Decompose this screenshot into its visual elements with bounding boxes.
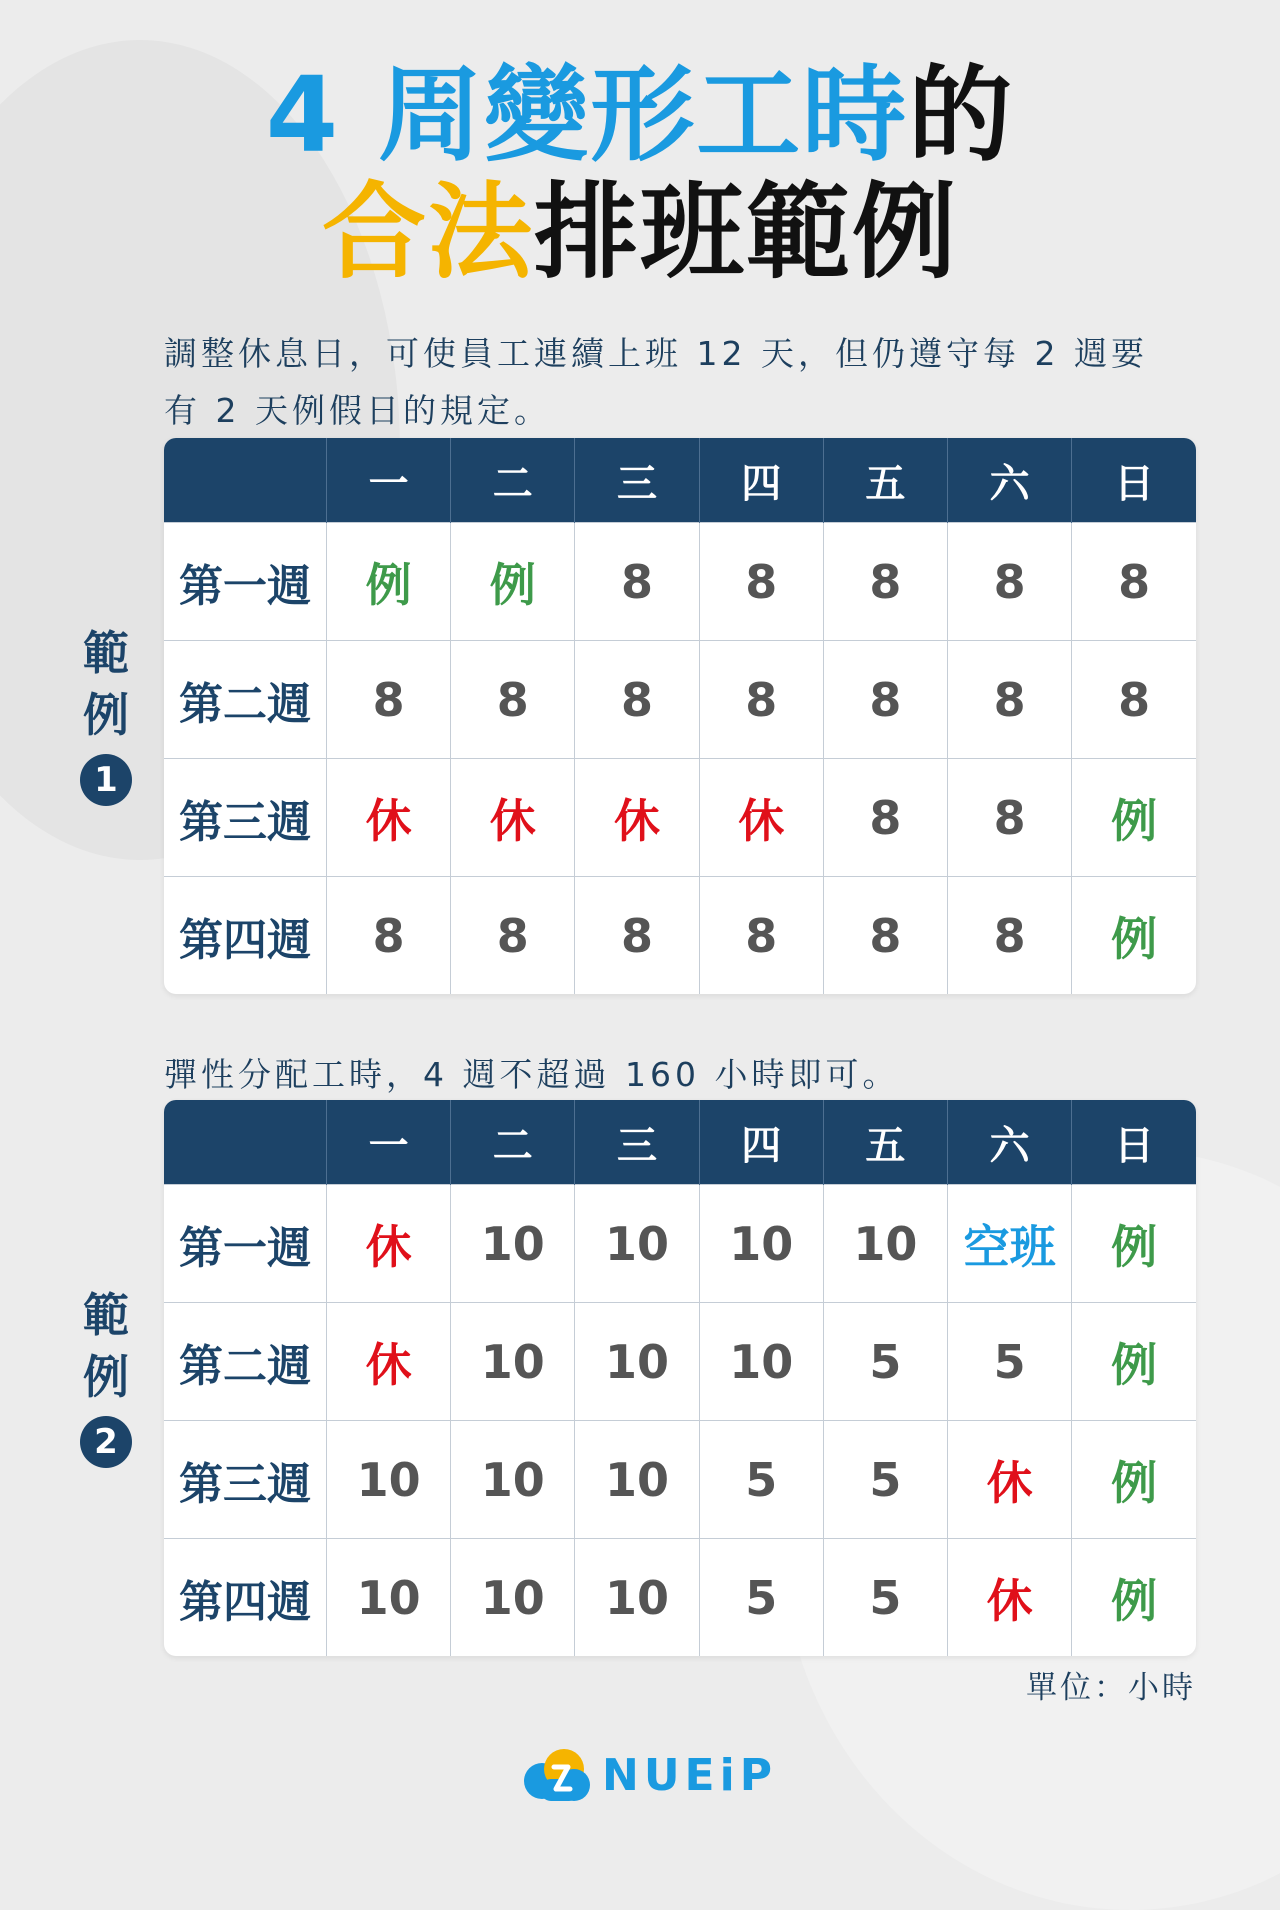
schedule-cell: 10 [575, 1303, 699, 1421]
side-char: 範 [83, 1288, 129, 1342]
week-label: 第二週 [164, 1303, 327, 1421]
week-label: 第二週 [164, 641, 327, 759]
schedule-cell: 10 [823, 1185, 947, 1303]
schedule-cell: 8 [948, 523, 1072, 641]
schedule-cell: 8 [1072, 523, 1196, 641]
nueip-logo [520, 1745, 777, 1805]
schedule-cell: 5 [948, 1303, 1072, 1421]
schedule-cell: 10 [575, 1421, 699, 1539]
logo-text: NUEiP [602, 1749, 777, 1801]
title-text: 排班範例 [534, 171, 959, 293]
example2-description [164, 1046, 1204, 1103]
schedule-cell: 休 [327, 759, 451, 877]
cloud-logo-icon [520, 1745, 596, 1805]
weekday-header: 一 [327, 438, 451, 523]
header-corner [164, 1100, 327, 1185]
schedule-cell: 休 [327, 1185, 451, 1303]
weekday-header: 一 [327, 1100, 451, 1185]
side-char: 例 [83, 1350, 129, 1404]
schedule-cell: 10 [451, 1185, 575, 1303]
weekday-header: 日 [1072, 1100, 1196, 1185]
schedule-cell: 8 [699, 877, 823, 995]
schedule-cell: 8 [948, 759, 1072, 877]
schedule-cell: 例 [1072, 1539, 1196, 1657]
schedule-cell: 10 [327, 1421, 451, 1539]
schedule-cell: 8 [451, 877, 575, 995]
table-row [164, 1421, 1196, 1539]
unit-label: 單位：小時 [1026, 1670, 1196, 1706]
schedule-cell: 例 [1072, 1185, 1196, 1303]
schedule-cell: 10 [575, 1539, 699, 1657]
side-char: 範 [83, 626, 129, 680]
schedule-cell: 10 [451, 1303, 575, 1421]
title-highlight-blue: 4 周變形工時 [265, 54, 909, 176]
schedule-cell: 10 [451, 1539, 575, 1657]
table-row [164, 1303, 1196, 1421]
schedule-cell: 例 [1072, 759, 1196, 877]
weekday-header: 三 [575, 1100, 699, 1185]
description-line: 有 2 天例假日的規定。 [164, 391, 551, 430]
schedule-cell: 10 [699, 1303, 823, 1421]
week-label: 第四週 [164, 877, 327, 995]
schedule-cell: 5 [699, 1421, 823, 1539]
example-number-badge: 1 [80, 754, 132, 806]
schedule-cell: 5 [823, 1421, 947, 1539]
schedule-cell: 8 [327, 877, 451, 995]
schedule-cell: 8 [823, 641, 947, 759]
schedule-cell: 休 [948, 1421, 1072, 1539]
schedule-cell: 8 [699, 523, 823, 641]
example2-side-label [78, 1284, 134, 1468]
schedule-cell: 8 [823, 877, 947, 995]
schedule-cell: 例 [1072, 877, 1196, 995]
schedule-cell: 5 [823, 1303, 947, 1421]
table-row [164, 1539, 1196, 1657]
schedule-cell: 休 [451, 759, 575, 877]
week-label: 第三週 [164, 1421, 327, 1539]
schedule-cell: 10 [699, 1185, 823, 1303]
schedule-cell: 8 [948, 641, 1072, 759]
example1-description [164, 325, 1204, 439]
schedule-cell: 10 [327, 1539, 451, 1657]
schedule-cell: 例 [1072, 1421, 1196, 1539]
schedule-cell: 例 [451, 523, 575, 641]
table-row [164, 1185, 1196, 1303]
table-row [164, 641, 1196, 759]
weekday-header: 六 [948, 438, 1072, 523]
weekday-header: 五 [823, 1100, 947, 1185]
schedule-cell: 8 [823, 523, 947, 641]
schedule-cell: 8 [823, 759, 947, 877]
side-char: 例 [83, 688, 129, 742]
example-number-badge: 2 [80, 1416, 132, 1468]
schedule-cell: 休 [699, 759, 823, 877]
weekday-header: 三 [575, 438, 699, 523]
weekday-header: 四 [699, 438, 823, 523]
table-row [164, 523, 1196, 641]
schedule-cell: 8 [1072, 641, 1196, 759]
schedule-cell: 例 [1072, 1303, 1196, 1421]
schedule-cell: 8 [575, 641, 699, 759]
description-line: 彈性分配工時，4 週不超過 160 小時即可。 [164, 1055, 900, 1094]
table-row [164, 877, 1196, 995]
schedule-cell: 5 [823, 1539, 947, 1657]
schedule-cell: 休 [948, 1539, 1072, 1657]
schedule-cell: 10 [575, 1185, 699, 1303]
header-corner [164, 438, 327, 523]
week-label: 第四週 [164, 1539, 327, 1657]
title-line-2 [0, 172, 1280, 292]
schedule-cell: 休 [575, 759, 699, 877]
week-label: 第三週 [164, 759, 327, 877]
example1-schedule-table [164, 438, 1196, 994]
weekday-header: 日 [1072, 438, 1196, 523]
schedule-cell: 5 [699, 1539, 823, 1657]
schedule-cell: 8 [575, 523, 699, 641]
title-highlight-yellow: 合法 [321, 171, 534, 293]
weekday-header: 六 [948, 1100, 1072, 1185]
title-line-1 [0, 55, 1280, 175]
title-text: 的 [908, 54, 1015, 176]
weekday-header: 二 [451, 1100, 575, 1185]
table-row [164, 759, 1196, 877]
schedule-cell: 8 [699, 641, 823, 759]
weekday-header: 四 [699, 1100, 823, 1185]
schedule-cell: 8 [575, 877, 699, 995]
schedule-cell: 8 [327, 641, 451, 759]
weekday-header: 五 [823, 438, 947, 523]
weekday-header: 二 [451, 438, 575, 523]
schedule-cell: 10 [451, 1421, 575, 1539]
week-label: 第一週 [164, 1185, 327, 1303]
description-line: 調整休息日，可使員工連續上班 12 天，但仍遵守每 2 週要 [164, 334, 1148, 373]
schedule-cell: 空班 [948, 1185, 1072, 1303]
schedule-cell: 例 [327, 523, 451, 641]
example1-side-label [78, 622, 134, 806]
schedule-cell: 8 [451, 641, 575, 759]
example2-schedule-table [164, 1100, 1196, 1656]
week-label: 第一週 [164, 523, 327, 641]
schedule-cell: 休 [327, 1303, 451, 1421]
schedule-cell: 8 [948, 877, 1072, 995]
